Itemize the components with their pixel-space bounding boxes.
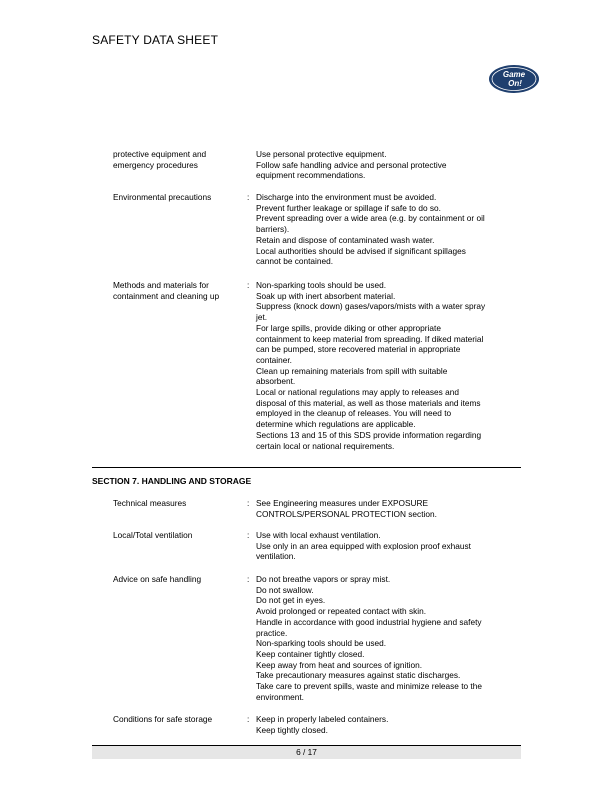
field-value: Use personal protective equipment. Follow safe handling advice and personal protective equipment recommendations. [256,149,447,181]
field-value: See Engineering measures under EXPOSURE CONTROLS/PERSONAL PROTECTION section. [256,498,437,519]
field-label: Local/Total ventilation [113,530,193,540]
logo-text-2: On! [508,79,522,88]
logo-graphic [488,64,540,94]
logo-text-1: Game [502,70,526,79]
field-label: Advice on safe handling [113,574,202,584]
page-footer [92,745,521,759]
field-label: Conditions for safe storage [113,714,213,724]
field-label: Methods and materials for containment and cleaning up [113,280,220,301]
header-title: SAFETY DATA SHEET [92,33,219,47]
field-label: Technical measures [113,498,187,508]
field-label: Environmental precautions [113,192,212,202]
company-logo [488,64,540,94]
field-value: Discharge into the environment must be avoided. Prevent further leakage or spillage if safe to do so. Prevent spreading over a wide area (e.g. by containment or oil barriers). Retain and dispose of contaminated wash water. Local authorities should be advised if significant spillages cannot be contained. [256,192,485,267]
page-number: 6 / 17 [296,747,317,757]
section-divider [92,467,521,468]
field-value: Keep in properly labeled containers. Keep tightly closed. [256,714,389,735]
section-title: SECTION 7. HANDLING AND STORAGE [92,476,252,486]
field-value: Do not breathe vapors or spray mist. Do not swallow. Do not get in eyes. Avoid prolonged or repeated contact with skin. Handle in accordance with good industrial hygiene and safety practice. Non-sparking tools should be used. Keep container tightly closed. Keep away from heat and sources of ignition. Take precautionary measures against static discharges. Take care to prevent spills, waste and minimize release to the environment. [256,574,482,702]
field-value: Use with local exhaust ventilation. Use only in an area equipped with explosion proof exhaust ventilation. [256,530,471,562]
field-label: protective equipment and emergency procedures [113,149,207,170]
field-value: Non-sparking tools should be used. Soak up with inert absorbent material. Suppress (knock down) gases/vapors/mists with a water spray jet. For large spills, provide diking or other appropriate containment to keep material from spreading. If diked material can be pumped, store recovered material in appropriate container. Clean up remaining materials from spill with suitable absorbent. Local or national regulations may apply to releases and disposal of this material, as well as those materials and items employed in the cleanup of releases. You will need to determine which regulations are applicable. Sections 13 and 15 of this SDS provide information regarding certain local or national requirements. [256,280,486,451]
